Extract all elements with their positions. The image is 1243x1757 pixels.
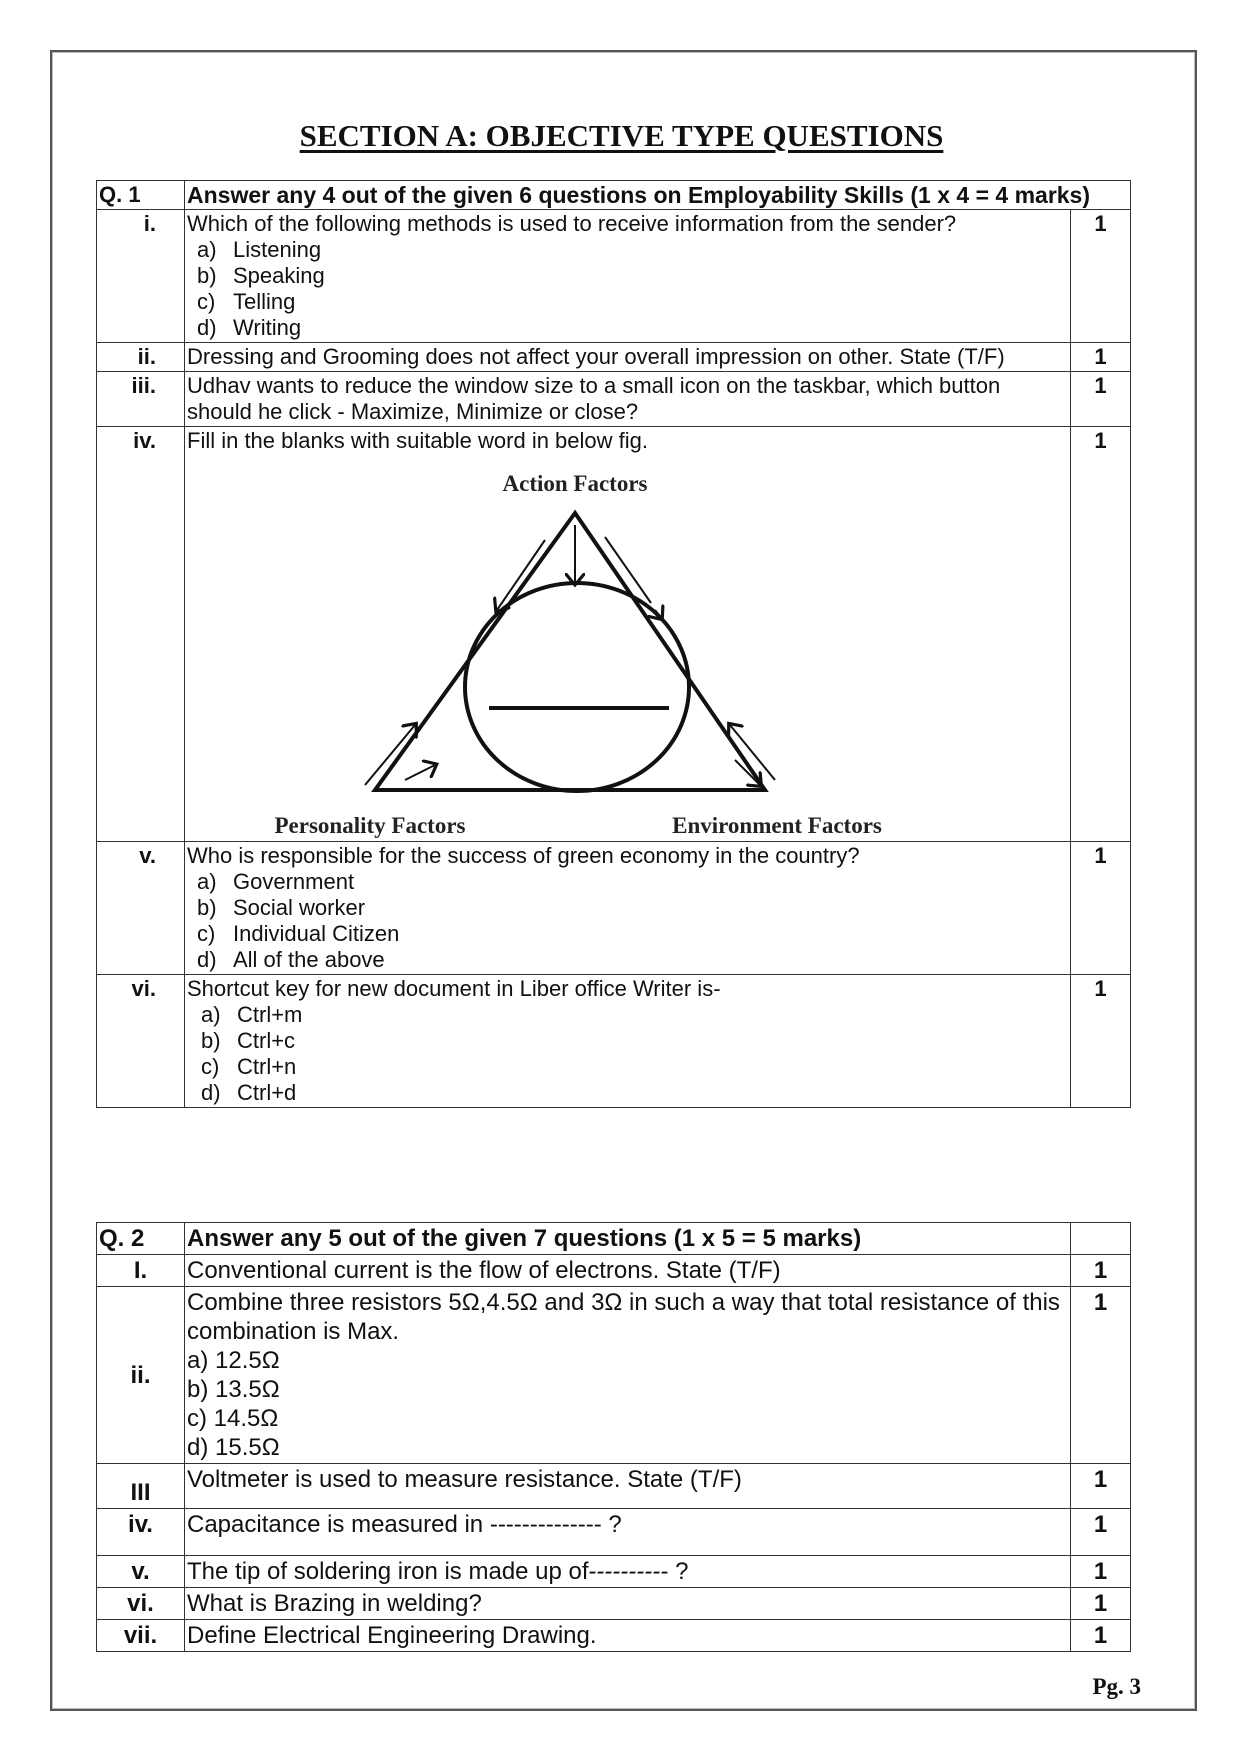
table-row bbox=[97, 1287, 1131, 1464]
option: d) 15.5Ω bbox=[187, 1434, 280, 1461]
option: c) Ctrl+n bbox=[201, 1054, 297, 1079]
factors-diagram bbox=[185, 455, 1070, 841]
q2-number: Q. 2 bbox=[97, 1223, 185, 1255]
marks: 1 bbox=[1070, 343, 1130, 372]
question-number: vi. bbox=[97, 1588, 185, 1620]
table-row bbox=[97, 1588, 1131, 1620]
marks: 1 bbox=[1071, 1464, 1131, 1509]
question-number: vii. bbox=[97, 1620, 185, 1652]
question-cell bbox=[185, 842, 1071, 975]
table-row bbox=[97, 1556, 1131, 1588]
option: c) Individual Citizen bbox=[197, 921, 400, 946]
top-label: Action Factors bbox=[502, 471, 648, 496]
question-number: vi. bbox=[97, 975, 185, 1108]
question-number: v. bbox=[97, 842, 185, 975]
triangle-shape bbox=[375, 513, 765, 790]
question-number: v. bbox=[97, 1556, 185, 1588]
marks bbox=[1071, 1223, 1131, 1255]
q1-number: Q. 1 bbox=[97, 181, 185, 210]
question-text: Capacitance is measured in -------------- ? bbox=[185, 1509, 1071, 1556]
marks: 1 bbox=[1071, 1509, 1131, 1556]
question-cell bbox=[185, 1287, 1071, 1464]
factors-triangle-figure bbox=[185, 455, 1045, 841]
question-number: ii. bbox=[97, 343, 185, 372]
question-text: Who is responsible for the success of green economy in the country? bbox=[187, 843, 860, 868]
circle-shape bbox=[465, 583, 689, 791]
option: a) Ctrl+m bbox=[201, 1002, 303, 1027]
question-number: i. bbox=[97, 210, 185, 343]
question-text: Which of the following methods is used to receive information from the sender? bbox=[187, 211, 957, 236]
option: c) 14.5Ω bbox=[187, 1405, 279, 1432]
question-text: Fill in the blanks with suitable word in below fig. bbox=[187, 428, 649, 453]
option-list bbox=[187, 237, 1068, 341]
arrow-icon bbox=[365, 725, 415, 785]
option: a) Listening bbox=[197, 237, 322, 262]
option: d) All of the above bbox=[197, 947, 385, 972]
table-row bbox=[97, 975, 1131, 1108]
section-title: SECTION A: OBJECTIVE TYPE QUESTIONS bbox=[299, 118, 944, 153]
question-text: Shortcut key for new document in Liber office Writer is- bbox=[187, 976, 721, 1001]
option: b) Ctrl+c bbox=[201, 1028, 296, 1053]
option-list bbox=[187, 869, 1068, 973]
option: a) Government bbox=[197, 869, 355, 894]
marks: 1 bbox=[1071, 1620, 1131, 1652]
option: a) 12.5Ω bbox=[187, 1347, 280, 1374]
marks: 1 bbox=[1071, 1588, 1131, 1620]
q2-heading: Answer any 5 out of the given 7 questions (1 x 5 = 5 marks) bbox=[185, 1223, 1071, 1255]
question-cell bbox=[185, 427, 1071, 842]
q2-table bbox=[96, 1222, 1131, 1652]
option: d) Writing bbox=[197, 315, 302, 340]
marks: 1 bbox=[1070, 210, 1130, 343]
question-number: ii. bbox=[97, 1287, 185, 1464]
table-row bbox=[97, 842, 1131, 975]
marks: 1 bbox=[1071, 1556, 1131, 1588]
table-row bbox=[97, 1464, 1131, 1509]
marks: 1 bbox=[1071, 1287, 1131, 1464]
marks: 1 bbox=[1070, 842, 1130, 975]
table-row bbox=[97, 210, 1131, 343]
question-text: What is Brazing in welding? bbox=[185, 1588, 1071, 1620]
option: b) Speaking bbox=[197, 263, 325, 288]
page-number: Pg. 3 bbox=[1092, 1674, 1141, 1699]
option: d) Ctrl+d bbox=[201, 1080, 297, 1105]
table-row bbox=[97, 1255, 1131, 1287]
question-cell bbox=[185, 210, 1071, 343]
q1-header-row bbox=[97, 181, 1131, 210]
option: b) 13.5Ω bbox=[187, 1376, 280, 1403]
question-number: iii. bbox=[97, 372, 185, 427]
marks: 1 bbox=[1070, 372, 1130, 427]
marks: 1 bbox=[1070, 975, 1130, 1108]
left-label: Personality Factors bbox=[274, 813, 466, 838]
table-row bbox=[97, 1620, 1131, 1652]
option: c) Telling bbox=[197, 289, 296, 314]
question-number: I. bbox=[97, 1255, 185, 1287]
q1-heading: Answer any 4 out of the given 6 questions on Employability Skills (1 x 4 = 4 marks) bbox=[185, 181, 1131, 210]
question-text: The tip of soldering iron is made up of---------- ? bbox=[185, 1556, 1071, 1588]
question-text: Udhav wants to reduce the window size to a small icon on the taskbar, which button should he click - Maximize, Minimize or close? bbox=[185, 372, 1071, 427]
marks: 1 bbox=[1070, 427, 1130, 842]
arrow-icon bbox=[497, 540, 545, 610]
q2-header-row bbox=[97, 1223, 1131, 1255]
table-row bbox=[97, 372, 1131, 427]
question-number: iv. bbox=[97, 1509, 185, 1556]
question-text: Voltmeter is used to measure resistance. State (T/F) bbox=[185, 1464, 1071, 1509]
question-text: Define Electrical Engineering Drawing. bbox=[185, 1620, 1071, 1652]
question-text: Conventional current is the flow of electrons. State (T/F) bbox=[185, 1255, 1071, 1287]
arrow-icon bbox=[405, 765, 435, 780]
option-list bbox=[187, 1346, 1068, 1462]
option-list bbox=[187, 1002, 1068, 1106]
question-text: Dressing and Grooming does not affect your overall impression on other. State (T/F) bbox=[185, 343, 1071, 372]
marks: 1 bbox=[1071, 1255, 1131, 1287]
question-text: Combine three resistors 5Ω,4.5Ω and 3Ω in such a way that total resistance of this combination is Max. bbox=[187, 1289, 1060, 1345]
option: b) Social worker bbox=[197, 895, 366, 920]
question-cell bbox=[185, 975, 1071, 1108]
question-number: III bbox=[97, 1464, 185, 1509]
table-row bbox=[97, 427, 1131, 842]
table-row bbox=[97, 343, 1131, 372]
table-row bbox=[97, 1509, 1131, 1556]
q1-table bbox=[96, 180, 1131, 1108]
right-label: Environment Factors bbox=[672, 813, 882, 838]
question-number: iv. bbox=[97, 427, 185, 842]
